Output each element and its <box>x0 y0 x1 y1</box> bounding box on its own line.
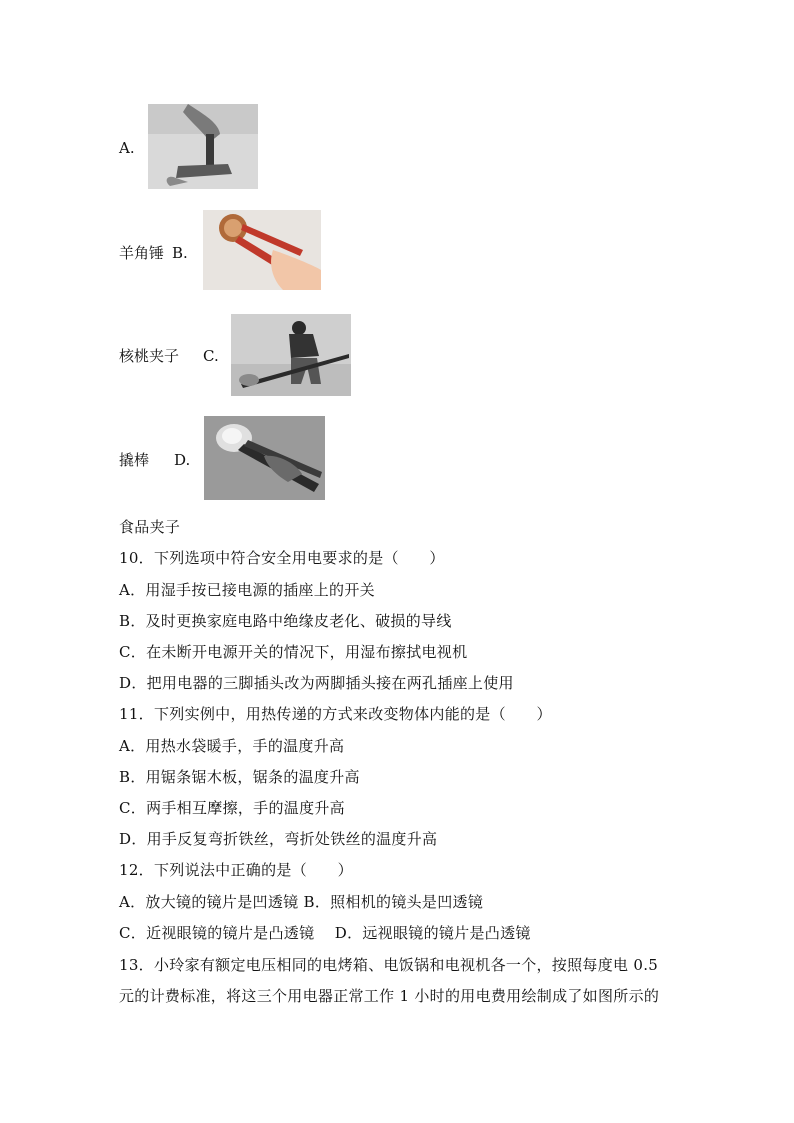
question-13-continued: 元的计费标准，将这三个用电器正常工作 1 小时的用电费用绘制成了如图所示的 <box>119 987 660 1005</box>
q11-option-a: A．用热水袋暖手，手的温度升高 <box>119 737 345 755</box>
q10-option-c: C．在未断开电源开关的情况下，用湿布擦拭电视机 <box>119 643 468 661</box>
crowbar-image <box>231 314 351 396</box>
option-c-prefix: 核桃夹子 <box>119 347 180 365</box>
q11-option-c: C．两手相互摩擦，手的温度升高 <box>119 799 345 817</box>
q12-options-ab: A．放大镜的镜片是凹透镜 B．照相机的镜头是凹透镜 <box>119 893 484 911</box>
option-c-label: C. <box>203 347 219 365</box>
q10-option-d: D．把用电器的三脚插头改为两脚插头接在两孔插座上使用 <box>119 674 514 692</box>
option-b-label: B. <box>172 244 188 262</box>
option-d-caption: 食品夹子 <box>119 518 181 536</box>
q10-option-a: A．用湿手按已接电源的插座上的开关 <box>119 581 375 599</box>
question-11-stem: 11．下列实例中，用热传递的方式来改变物体内能的是（ ） <box>119 705 552 723</box>
hammer-image <box>148 104 258 189</box>
q11-option-d: D．用手反复弯折铁丝，弯折处铁丝的温度升高 <box>119 830 438 848</box>
option-a-label: A. <box>119 139 135 157</box>
option-d-prefix: 撬棒 <box>119 451 150 469</box>
food-tongs-image <box>204 416 325 500</box>
q12-options-cd: C．近视眼镜的镜片是凸透镜 D．远视眼镜的镜片是凸透镜 <box>119 924 531 942</box>
option-d-label: D. <box>174 451 191 469</box>
question-13-stem: 13．小玲家有额定电压相同的电烤箱、电饭锅和电视机各一个，按照每度电 0.5 <box>119 956 659 974</box>
nutcracker-image <box>203 210 321 290</box>
question-10-stem: 10．下列选项中符合安全用电要求的是（ ） <box>119 549 445 567</box>
q11-option-b: B．用锯条锯木板，锯条的温度升高 <box>119 768 360 786</box>
q10-option-b: B．及时更换家庭电路中绝缘皮老化、破损的导线 <box>119 612 452 630</box>
question-12-stem: 12．下列说法中正确的是（ ） <box>119 861 353 879</box>
option-b-prefix: 羊角锤 <box>119 244 165 262</box>
